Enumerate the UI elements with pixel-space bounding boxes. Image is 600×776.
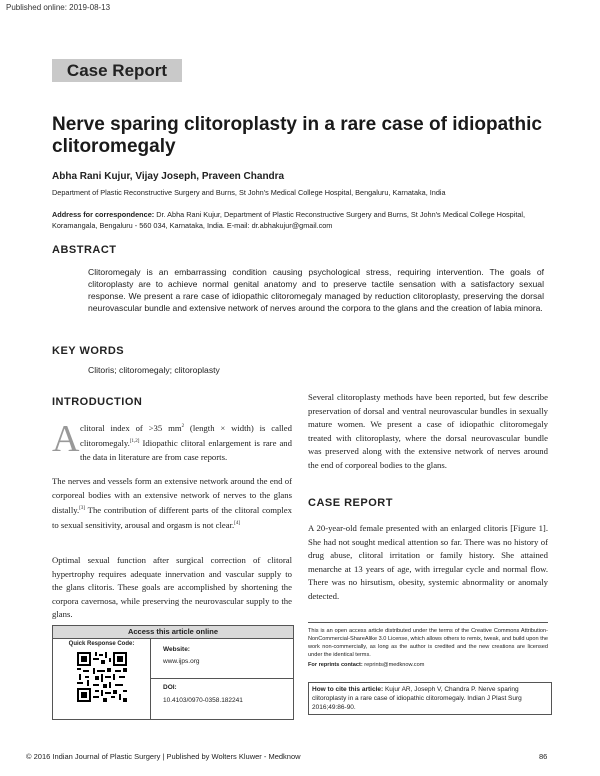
footer: © 2016 Indian Journal of Plastic Surgery | Published by Wolters Kluwer - Medknow: [26, 752, 301, 761]
citation-1-2[interactable]: [1,2]: [129, 439, 140, 445]
cite-label: How to cite this article:: [312, 686, 384, 693]
citation-box: [308, 682, 552, 715]
reprints-email[interactable]: reprints@medknow.com: [364, 662, 425, 668]
published-date: Published online: 2019-08-13: [6, 3, 111, 12]
article-type-label: Case Report: [66, 61, 168, 80]
intro-p1-c: Idiopathic clitoral enlargement is rare and the data in literature are from case reports.: [80, 438, 292, 462]
doi-link[interactable]: 10.4103/0970-0358.182241: [163, 697, 243, 704]
qr-cell: [53, 639, 151, 719]
citation-3[interactable]: [3]: [79, 506, 86, 511]
case-report-heading: CASE REPORT: [308, 497, 393, 509]
case-report-paragraph: A 20-year-old female presented with an enlarged clitoris [Figure 1]. She had not sought medical attention so far. There was no history of drug abuse, clitoral irritation or family history. She attained menarche at 13 years of age, with irregular cycle and normal flow. There was no hirsutism, obesity, systemic abnormality or anomaly detected.: [308, 523, 548, 601]
intro-p1-sup1: 2: [181, 424, 185, 429]
website-label: Website:: [163, 646, 190, 653]
doi-label: DOI:: [163, 684, 177, 691]
article-title: Nerve sparing clitoroplasty in a rare case of idiopathic clitoromegaly: [52, 114, 542, 157]
abstract-heading: ABSTRACT: [52, 244, 117, 256]
intro-paragraph-1: [80, 420, 292, 464]
correspondence-text: Dr. Abha Rani Kujur, Department of Plastic Reconstructive Surgery and Burns, St John's Medical College Hospital, Koramangala, Bengaluru - 560 034, Karnataka, India. E-mail: dr.abhakujur@gmail.com: [52, 210, 526, 230]
keywords-text: Clitoris; clitoromegaly; clitoroplasty: [88, 365, 220, 375]
intro-paragraph-2: [52, 475, 292, 533]
qr-code-icon[interactable]: [77, 652, 127, 702]
access-box: [52, 625, 294, 720]
qr-label: Quick Response Code:: [68, 641, 135, 647]
right-paragraph-1: Several clitoroplasty methods have been reported, but few describe preservation of dorsal and ventral neurovascular bundles in sexually mature women. We present a case of idiopathic clitoromegaly treated with clitoroplasty, where the dorsal neurovascular bundle was preserved along with the extensive network of nerves around the end of corporeal bodies to the glans.: [308, 392, 548, 470]
citation-4[interactable]: [4]: [234, 521, 241, 527]
authors: Abha Rani Kujur, Vijay Joseph, Praveen Chandra: [52, 171, 285, 182]
cite-text: Kujur AR, Joseph V, Chandra P. Nerve sparing clitoroplasty in a rare case of idiopathic clitoromegaly. Indian J Plast Surg 2016;49:86-90.: [312, 686, 522, 711]
website-link[interactable]: www.ijps.org: [163, 658, 200, 665]
intro-p1-a: clitoral index of >35 mm: [80, 422, 182, 433]
introduction-heading: INTRODUCTION: [52, 396, 143, 408]
reprints-label: For reprints contact:: [308, 662, 363, 668]
divider: [150, 678, 293, 679]
intro-p1-b: (length × width) is called clitoromegaly.: [80, 422, 292, 449]
keywords-heading: KEY WORDS: [52, 345, 125, 357]
article-type-banner: [52, 59, 182, 82]
page-number: 86: [539, 752, 548, 761]
intro-p2-b: The contribution of different parts of the clitoral complex to sexual sensitivity, arousal and orgasm is not clear.: [52, 504, 292, 531]
intro-paragraph-3: Optimal sexual function after surgical correction of clitoral hypertrophy requires adequate innervation and vascular supply to the glans clitoris. These goals are accomplished by shortening the corpora cavernosa, while preserving the neurovascular supply to the glans.: [52, 555, 292, 619]
drop-cap: A: [52, 418, 80, 460]
reprints: [308, 662, 424, 668]
abstract-text: Clitoromegaly is an embarrassing condition causing psychological stress, requiring intervention. The goals of clitoroplasty are to achieve normal genital anatomy and to preserve tactile sensation with a satisfactory sexual response. We present a rare case of idiopathic clitoromegaly managed by reduction clitoroplasty, preserving the dorsal neurovascular bundle and extensive network of nerves around the corpora to the glans and the creation of labia minora.: [88, 267, 544, 313]
correspondence: [52, 209, 552, 231]
correspondence-label: Address for correspondence:: [52, 210, 155, 219]
access-box-heading: Access this article online: [53, 626, 293, 639]
license-text: This is an open access article distributed under the terms of the Creative Commons Attribution-NonCommercial-ShareAlike 3.0 License, which allows others to remix, tweak, and build upon the work non-commercially, as long as the author is credited and the new creations are licensed under the identical terms.: [308, 622, 548, 659]
affiliation: Department of Plastic Reconstructive Surgery and Burns, St John's Medical College Hospital, Bengaluru, Karnataka, India: [52, 188, 446, 197]
intro-p2-a: The nerves and vessels form an extensive network around the end of corporeal bodies with an extensive network of nerves to the glans distally.: [52, 476, 292, 515]
